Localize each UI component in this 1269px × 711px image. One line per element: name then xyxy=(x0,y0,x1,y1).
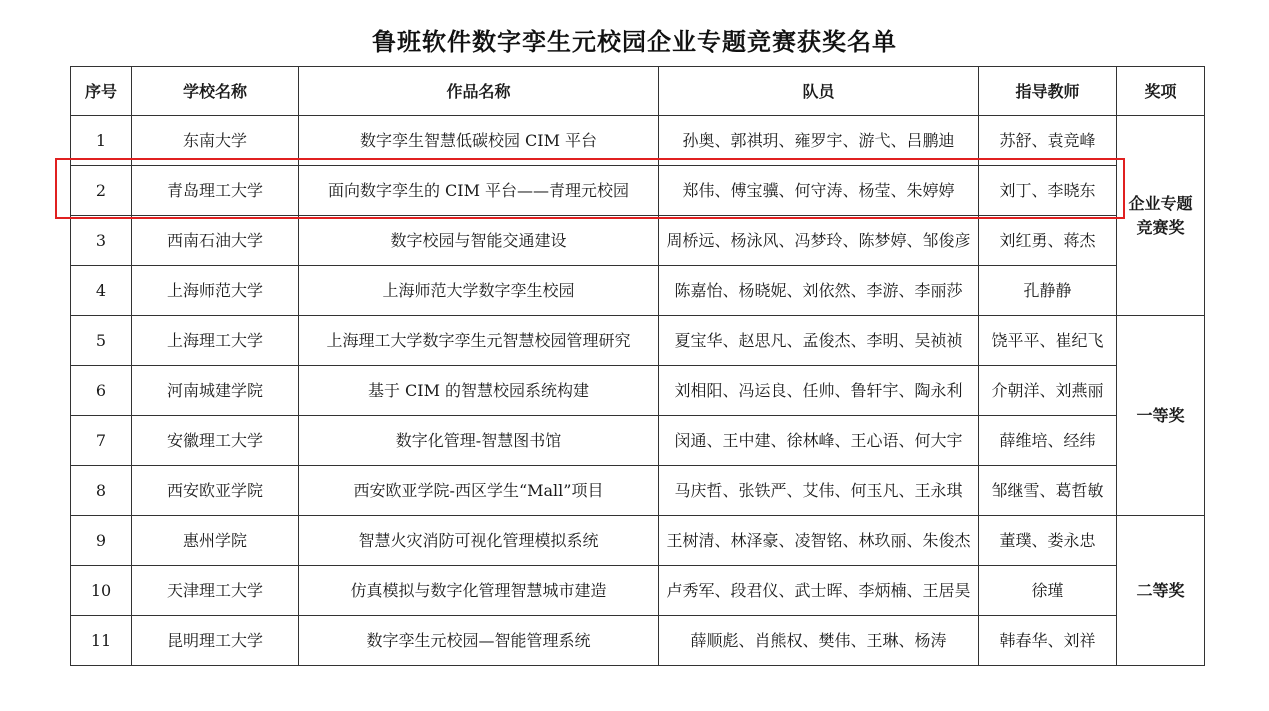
table-row xyxy=(71,116,1205,166)
cell-school: 东南大学 xyxy=(132,116,299,166)
cell-members: 周桥远、杨泳风、冯梦玲、陈梦婷、邹俊彦 xyxy=(659,216,979,266)
cell-teacher: 董璞、娄永忠 xyxy=(979,516,1117,566)
award-second: 二等奖 xyxy=(1117,516,1205,666)
award-first: 一等奖 xyxy=(1117,316,1205,516)
cell-members: 陈嘉怡、杨晓妮、刘依然、李游、李丽莎 xyxy=(659,266,979,316)
cell-school: 天津理工大学 xyxy=(132,566,299,616)
cell-work: 数字校园与智能交通建设 xyxy=(299,216,659,266)
cell-members: 马庆哲、张铁严、艾伟、何玉凡、王永琪 xyxy=(659,466,979,516)
cell-no: 4 xyxy=(71,266,132,316)
cell-teacher: 孔静静 xyxy=(979,266,1117,316)
cell-school: 西南石油大学 xyxy=(132,216,299,266)
table-row xyxy=(71,366,1205,416)
page-title: 鲁班软件数字孪生元校园企业专题竞赛获奖名单 xyxy=(372,28,897,56)
cell-teacher: 介朝洋、刘燕丽 xyxy=(979,366,1117,416)
cell-work: 数字孪生元校园—智能管理系统 xyxy=(299,616,659,666)
cell-teacher: 徐瑾 xyxy=(979,566,1117,616)
header-award: 奖项 xyxy=(1117,67,1205,116)
header-work: 作品名称 xyxy=(299,67,659,116)
table-row xyxy=(71,216,1205,266)
award-enterprise: 企业专题竞赛奖 xyxy=(1117,116,1205,316)
cell-work: 数字孪生智慧低碳校园 CIM 平台 xyxy=(299,116,659,166)
table-row xyxy=(71,616,1205,666)
cell-school: 惠州学院 xyxy=(132,516,299,566)
cell-work: 上海师范大学数字孪生校园 xyxy=(299,266,659,316)
cell-teacher: 薛维培、经纬 xyxy=(979,416,1117,466)
awards-table xyxy=(70,66,1205,666)
cell-teacher: 饶平平、崔纪飞 xyxy=(979,316,1117,366)
table-row xyxy=(71,516,1205,566)
table-row xyxy=(71,566,1205,616)
cell-no: 6 xyxy=(71,366,132,416)
cell-school: 西安欧亚学院 xyxy=(132,466,299,516)
cell-work: 智慧火灾消防可视化管理模拟系统 xyxy=(299,516,659,566)
cell-teacher: 刘丁、李晓东 xyxy=(979,166,1117,216)
table-row xyxy=(71,466,1205,516)
cell-no: 5 xyxy=(71,316,132,366)
table-row xyxy=(71,266,1205,316)
cell-teacher: 刘红勇、蒋杰 xyxy=(979,216,1117,266)
cell-members: 薛顺彪、肖熊权、樊伟、王琳、杨涛 xyxy=(659,616,979,666)
cell-school: 青岛理工大学 xyxy=(132,166,299,216)
cell-members: 郑伟、傅宝骥、何守涛、杨莹、朱婷婷 xyxy=(659,166,979,216)
table-header-row xyxy=(71,67,1205,116)
cell-school: 安徽理工大学 xyxy=(132,416,299,466)
table-row xyxy=(71,416,1205,466)
cell-members: 卢秀军、段君仪、武士晖、李炳楠、王居昊 xyxy=(659,566,979,616)
cell-members: 孙奥、郭祺玥、雍罗宇、游弋、吕鹏迪 xyxy=(659,116,979,166)
cell-members: 闵通、王中建、徐林峰、王心语、何大宇 xyxy=(659,416,979,466)
cell-work: 基于 CIM 的智慧校园系统构建 xyxy=(299,366,659,416)
cell-school: 昆明理工大学 xyxy=(132,616,299,666)
header-school: 学校名称 xyxy=(132,67,299,116)
cell-teacher: 韩春华、刘祥 xyxy=(979,616,1117,666)
cell-no: 11 xyxy=(71,616,132,666)
cell-members: 夏宝华、赵思凡、孟俊杰、李明、吴祯祯 xyxy=(659,316,979,366)
cell-teacher: 邹继雪、葛哲敏 xyxy=(979,466,1117,516)
cell-members: 王树清、林泽豪、凌智铭、林玖丽、朱俊杰 xyxy=(659,516,979,566)
cell-no: 9 xyxy=(71,516,132,566)
table-row xyxy=(71,166,1205,216)
cell-work: 上海理工大学数字孪生元智慧校园管理研究 xyxy=(299,316,659,366)
header-teacher: 指导教师 xyxy=(979,67,1117,116)
cell-work: 面向数字孪生的 CIM 平台——青理元校园 xyxy=(299,166,659,216)
cell-work: 数字化管理-智慧图书馆 xyxy=(299,416,659,466)
cell-school: 上海理工大学 xyxy=(132,316,299,366)
cell-no: 7 xyxy=(71,416,132,466)
header-no: 序号 xyxy=(71,67,132,116)
cell-no: 2 xyxy=(71,166,132,216)
cell-teacher: 苏舒、袁竞峰 xyxy=(979,116,1117,166)
table-row xyxy=(71,316,1205,366)
cell-members: 刘相阳、冯运良、任帅、鲁轩宇、陶永利 xyxy=(659,366,979,416)
cell-no: 3 xyxy=(71,216,132,266)
cell-no: 10 xyxy=(71,566,132,616)
cell-no: 1 xyxy=(71,116,132,166)
cell-school: 河南城建学院 xyxy=(132,366,299,416)
cell-work: 仿真模拟与数字化管理智慧城市建造 xyxy=(299,566,659,616)
cell-school: 上海师范大学 xyxy=(132,266,299,316)
cell-work: 西安欧亚学院-西区学生“Mall”项目 xyxy=(299,466,659,516)
header-members: 队员 xyxy=(659,67,979,116)
cell-no: 8 xyxy=(71,466,132,516)
